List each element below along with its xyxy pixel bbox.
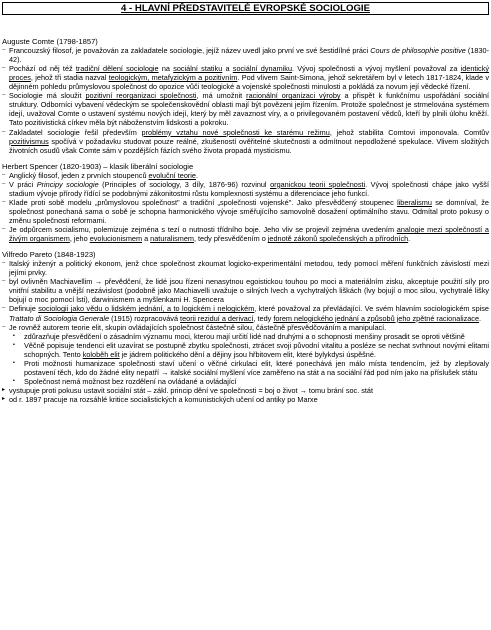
- text-run: , tedy: [253, 313, 274, 323]
- underlined-term: koloběh elit: [82, 349, 120, 359]
- list-item: [2, 225, 489, 243]
- list-item: [2, 171, 489, 180]
- underlined-term: identický proces: [9, 64, 489, 83]
- text-run: Klade proti sobě modelu „průmyslovou společnost" a tradiční „společnosti vojenské". Jako přesvědčený stoupenec: [9, 197, 398, 207]
- section-heading-pareto: Vilfredo Pareto (1848-1923): [2, 250, 96, 260]
- list-item: [2, 198, 489, 225]
- underlined-term: jednotě zákonů společenských a přírodních: [267, 234, 409, 244]
- underlined-term: liberalismu: [397, 197, 432, 207]
- list-item: [2, 304, 489, 322]
- list-item: [2, 395, 489, 404]
- text-run: Sociologie má sloužit: [9, 91, 86, 101]
- sub-list-item: [10, 332, 489, 341]
- text-run: byl ovlivněn Machiavellim → převědčení, že lidé jsou řízeni nenasytnou egoistickou touhou po moci a materiálním zisku, akceptuje použití síly pro vnitřní stabilitu a vnější nezávislost (podobně jako Machiavelli uvažuje o silných lvech a vychytralých liškách (lvy bojují o moc silou, vychytralé lišky bojují o moc pomocí lsti), darwinismem a myšlenkami H. Spencera: [9, 277, 489, 305]
- section-comte: [2, 37, 489, 155]
- text-run: se domníval, že společnost ponechaná sama o sobě je schopna harmonického vývoje směřujícího samovolně dosažení optimálního stavu. Odmítal proto pokusy o změnu společnosti reformami.: [9, 197, 489, 225]
- section-spencer: [2, 162, 489, 243]
- comte-bullet-list: [2, 46, 489, 155]
- text-run: Francouzský filosof, je považován za zakladatele sociologie, jejíž název uvedl jako první ve své šestidílné práci: [9, 46, 371, 56]
- text-run: .: [196, 170, 199, 180]
- text-run: a: [142, 234, 151, 244]
- underlined-term: naturalismem: [150, 234, 194, 244]
- text-run: , jehož tři stadia nazval: [30, 73, 109, 83]
- underlined-term: pozitivismus: [9, 136, 49, 146]
- sub-list-item: [10, 341, 489, 359]
- underlined-term: tradiční dělení sociologie: [75, 64, 159, 74]
- text-run: .: [479, 313, 482, 323]
- underlined-term: sociální statiku: [173, 64, 223, 74]
- text-run: (Principles of sociology, 3 díly, 1876-96) rozvinul: [98, 179, 271, 189]
- underlined-term: analogie mezi společností a živým organismem: [9, 225, 489, 244]
- spencer-bullet-list: [2, 171, 489, 243]
- text-run: , jehož stabilita Comtovi imponovala. Comtův: [329, 127, 489, 137]
- text-run: Společnost nemá možnost bez rozdělení na ovládané a ovládající: [24, 376, 237, 386]
- list-item: [2, 64, 489, 91]
- underlined-term: sociologii jako vědu o lidském jednání, a to logickém i nelogickém: [38, 304, 255, 314]
- text-run: zdůrazňuje přesvědčení o zásadním významu moci, kterou mají určití lidé nad druhými a o schopnosti menšiny prosadit se oproti většině: [24, 331, 465, 341]
- text-run: Zakladatel sociologie řešil především: [9, 127, 142, 137]
- text-run: (1830-42).: [9, 46, 490, 65]
- text-run: na: [158, 64, 174, 74]
- text-run: Je odpůrcem socialismu, polemizuje zejména s tezí o nutnosti třídního boje. Jeho vliv se projevil zejména uvedením: [9, 225, 397, 235]
- text-run: V práci: [9, 179, 37, 189]
- list-item: [2, 323, 489, 332]
- underlined-term: problémy vztahu nové společnosti ke starému režimu: [141, 127, 330, 137]
- pareto-bullet-list: [2, 259, 489, 331]
- text-run: Anglický filosof, jeden z prvních stoupenců: [9, 170, 149, 180]
- text-run: Věčně popisuje tendenci elit uzavírat se postupně zbytku společnosti, ztrácet svoji původní vitalitu a posléze se nechat svrhnout novými elitami schopných. Tento: [24, 340, 489, 359]
- text-run: , tedy přesvědčením o: [193, 234, 268, 244]
- text-run: je jádrem politického dění a dějiny jsou hřbitovem elit, které bylykdysi úspěšné.: [119, 349, 376, 359]
- underlined-term: forem nelogického jednání a způsobů jeho zpětné racionalizace: [273, 313, 480, 323]
- underlined-term: evolucionismem: [89, 234, 143, 244]
- underlined-term: evoluční teorie: [148, 170, 196, 180]
- text-run: a přispět k funkčnímu uspořádání sociální struktury. Odborníci vybavení vědeckým se společenskovědní oblasti mají být povězeni jejím řízením. Protože společnost je strmelována systémem idejí, uvažoval Comte o ustavení systému nových idejí, který by měl zavaznost víry, a o privilegovaném postavení vědců, kteří by plnili úlohu kněží. Tato pozitivistická církev měla být náboženstvím lidskosti a pokroku.: [9, 91, 490, 128]
- text-run: Italský inženýr a politický ekonom, jenž chce společnost zkoumat logicko-experimentální metodou, tedy pomocí měření funkčních závislostí mezi jejími prvky.: [9, 259, 489, 278]
- italic-title: Cours de philosophie positive: [370, 46, 466, 56]
- list-item: [2, 386, 489, 395]
- list-item: [2, 259, 489, 277]
- text-run: , má umožnit: [196, 91, 247, 101]
- text-run: a: [222, 64, 233, 74]
- list-item: [2, 180, 489, 198]
- text-run: Definuje: [9, 304, 39, 314]
- text-run: (1915) rozpracovává: [109, 313, 181, 323]
- text-run: . Pod vlivem Saint-Simona, jehož sekretářem byl v letech 1817-1824, klade v dějinném pohledu průmyslovou společnost do opozice vůči teologické a vojenské společnosti minulosti a pokládá za novum její vědecké řízení.: [9, 73, 489, 92]
- underlined-term: teorii reziduí a derivací: [180, 313, 254, 323]
- section-heading-spencer: Herbert Spencer (1820-1903) – klasik liberální sociologie: [2, 161, 194, 171]
- text-run: . Vývoj společnosti chápe jako vyšší stadium vývoje přírody řídící se podobnými zákonitostmi růstu komplexnosti systému a diferenciace jeho funkcí.: [9, 179, 489, 198]
- list-item: [2, 46, 489, 64]
- underlined-term: pozitivní reorganizaci společnosti: [85, 91, 197, 101]
- text-run: spočívá v požadavku studovat pouze reálné, zkušeností ověřitelné skutečnosti a odmítnout nepodložené spekulace. Vlivem složitých životních osudů však Comte sám v pozdějších fázích svého života propadá mysticismu.: [9, 136, 489, 155]
- text-run: vystupuje proti pokusu ustavit sociální stát – zákl. princip dění ve společnosti = boj o život → tomu brání soc. stát: [9, 385, 374, 395]
- pareto-tail-list: [2, 386, 489, 404]
- text-run: . Vývoj společnosti a vývoj myšlení považoval za: [292, 64, 461, 74]
- italic-title: Principy sociologie: [36, 179, 99, 189]
- text-run: .: [408, 234, 411, 244]
- list-item: [2, 277, 489, 304]
- text-run: od r. 1897 pracuje na rozsáhlé kritice socialistických a komunistických učení od antiky po Marxe: [9, 394, 318, 404]
- text-run: Pochází od něj též: [9, 64, 76, 74]
- italic-title: Trattato di Sociologia Generale: [9, 313, 110, 323]
- text-run: , jeho: [69, 234, 90, 244]
- underlined-term: racionální organizaci výroby: [246, 91, 341, 101]
- underlined-term: organickou teorii společnosti: [270, 179, 366, 189]
- text-run: Je rovněž autorem teorie elit, skupin ovládajících společnost částečně silou, částečně přesvědčováním a manipulací.: [9, 322, 387, 332]
- section-heading-comte: Auguste Comte (1798-1857): [2, 37, 98, 46]
- text-run: Proti možnosti humanizace společnosti staví učení o věčné cirkulaci elit, které ponechává jen málo místa tendencím, jež by zlepšovaly postavení těch, kdo do žádné elity nepatří → italské sociální myšlení více zaměřeno na stát a na sociální řád pod ním jako na příslušek státu: [24, 358, 489, 377]
- sub-list-item: [10, 359, 489, 377]
- list-item: [2, 91, 489, 127]
- sub-list-item: [10, 377, 489, 386]
- text-run: , které považoval za převládající. Ve svém hlavním sociologickém spise: [254, 304, 489, 314]
- page-title: 4 - HLAVNÍ PŘEDSTAVITELÉ EVROPSKÉ SOCIOLOGIE: [2, 2, 489, 15]
- section-pareto: [2, 250, 489, 404]
- underlined-term: sociální dynamiku: [232, 64, 292, 74]
- underlined-term: teologickým, metafyzickým a pozitivním: [108, 73, 238, 83]
- list-item: [2, 128, 489, 155]
- pareto-sub-list: [10, 332, 489, 386]
